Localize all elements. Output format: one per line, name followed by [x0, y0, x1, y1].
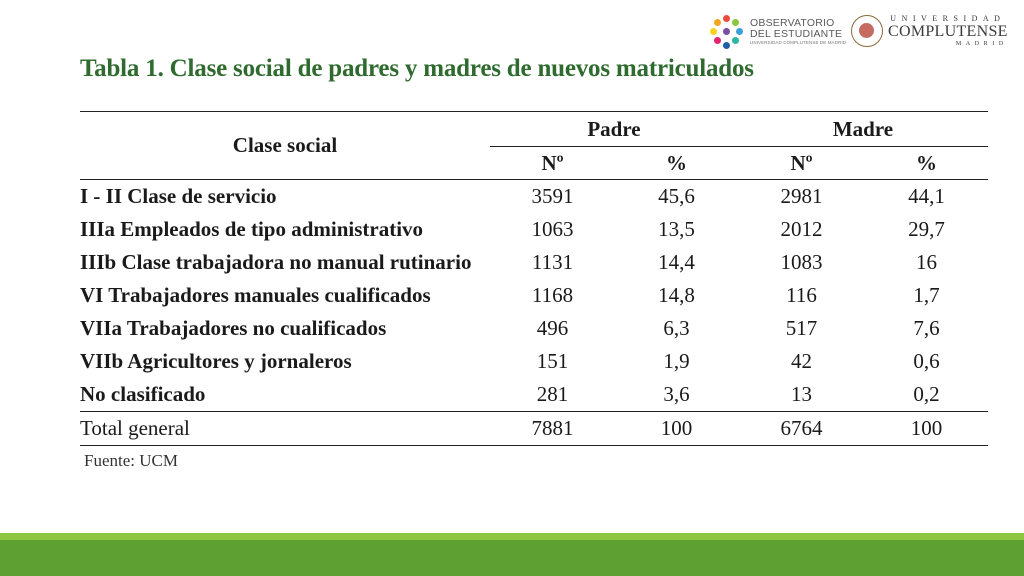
- cell: 100: [865, 412, 988, 446]
- cell: 517: [785, 316, 818, 340]
- row-label: No clasificado: [80, 382, 206, 406]
- row-label: VIIb Agricultores y jornaleros: [80, 349, 352, 373]
- cell: 1168: [531, 283, 574, 307]
- table-row: [80, 345, 988, 378]
- cell: 16: [916, 250, 937, 274]
- observatorio-dots-icon: [710, 15, 744, 49]
- cell: 0,2: [913, 382, 940, 406]
- corner-header: Clase social: [80, 112, 490, 180]
- table-row: [80, 180, 988, 214]
- cell: 496: [536, 316, 569, 340]
- cell: 1063: [531, 217, 574, 241]
- subheader-padre-pct: %: [666, 150, 687, 175]
- cell: 2012: [780, 217, 823, 241]
- cell: 1,7: [913, 283, 940, 307]
- observatorio-logo: [710, 12, 846, 52]
- row-label: VIIa Trabajadores no cualificados: [80, 316, 387, 340]
- row-label: I - II Clase de servicio: [80, 184, 277, 208]
- row-label: IIIb Clase trabajadora no manual rutinario: [80, 250, 472, 274]
- cell: 14,4: [658, 250, 695, 274]
- cell: 1083: [780, 250, 823, 274]
- table-row: [80, 246, 988, 279]
- source-note: Fuente: UCM: [84, 451, 178, 470]
- group-header-madre: Madre: [738, 112, 988, 147]
- cell: 1131: [531, 250, 574, 274]
- subheader-padre-n: Nº: [541, 150, 564, 175]
- cell: 45,6: [658, 184, 695, 208]
- total-label: Total general: [80, 412, 490, 446]
- cell: 0,6: [913, 349, 940, 373]
- cell: 13,5: [658, 217, 695, 241]
- row-label: VI Trabajadores manuales cualificados: [80, 283, 431, 307]
- subheader-madre-n: Nº: [790, 150, 813, 175]
- group-header-padre: Padre: [490, 112, 738, 147]
- cell: 116: [786, 283, 817, 307]
- cell: 7,6: [913, 316, 940, 340]
- ucm-line3: MADRID: [955, 41, 1008, 47]
- ucm-seal-icon: [851, 15, 883, 47]
- cell: 3,6: [663, 382, 690, 406]
- ucm-logo: [851, 11, 1008, 51]
- cell: 42: [791, 349, 812, 373]
- cell: 6764: [738, 412, 865, 446]
- cell: 7881: [490, 412, 615, 446]
- cell: 44,1: [908, 184, 945, 208]
- footer-bar-light: [0, 533, 1024, 540]
- row-label: IIIa Empleados de tipo administrativo: [80, 217, 424, 241]
- ucm-line2: COMPLUTENSE: [888, 23, 1008, 40]
- table-row: [80, 279, 988, 312]
- cell: 3591: [531, 184, 574, 208]
- cell: 100: [615, 412, 738, 446]
- footer-bar-dark: [0, 540, 1024, 576]
- subheader-madre-pct: %: [916, 150, 937, 175]
- cell: 6,3: [663, 316, 690, 340]
- cell: 29,7: [908, 217, 945, 241]
- cell: 2981: [780, 184, 823, 208]
- cell: 1,9: [663, 349, 690, 373]
- table-row: [80, 378, 988, 412]
- cell: 14,8: [658, 283, 695, 307]
- total-row: [80, 412, 988, 446]
- cell: 13: [791, 382, 812, 406]
- page-title: Tabla 1. Clase social de padres y madres de nuevos matriculados: [80, 55, 754, 82]
- observatorio-line1: OBSERVATORIO: [750, 17, 835, 30]
- table-row: [80, 213, 988, 246]
- observatorio-line2: DEL ESTUDIANTE: [750, 27, 843, 40]
- cell: 281: [536, 382, 569, 406]
- ucm-line1: UNIVERSIDAD: [890, 14, 1006, 23]
- social-class-table: [80, 111, 988, 446]
- cell: 151: [536, 349, 569, 373]
- observatorio-line3: UNIVERSIDAD COMPLUTENSE DE MADRID: [750, 40, 847, 46]
- table-row: [80, 312, 988, 345]
